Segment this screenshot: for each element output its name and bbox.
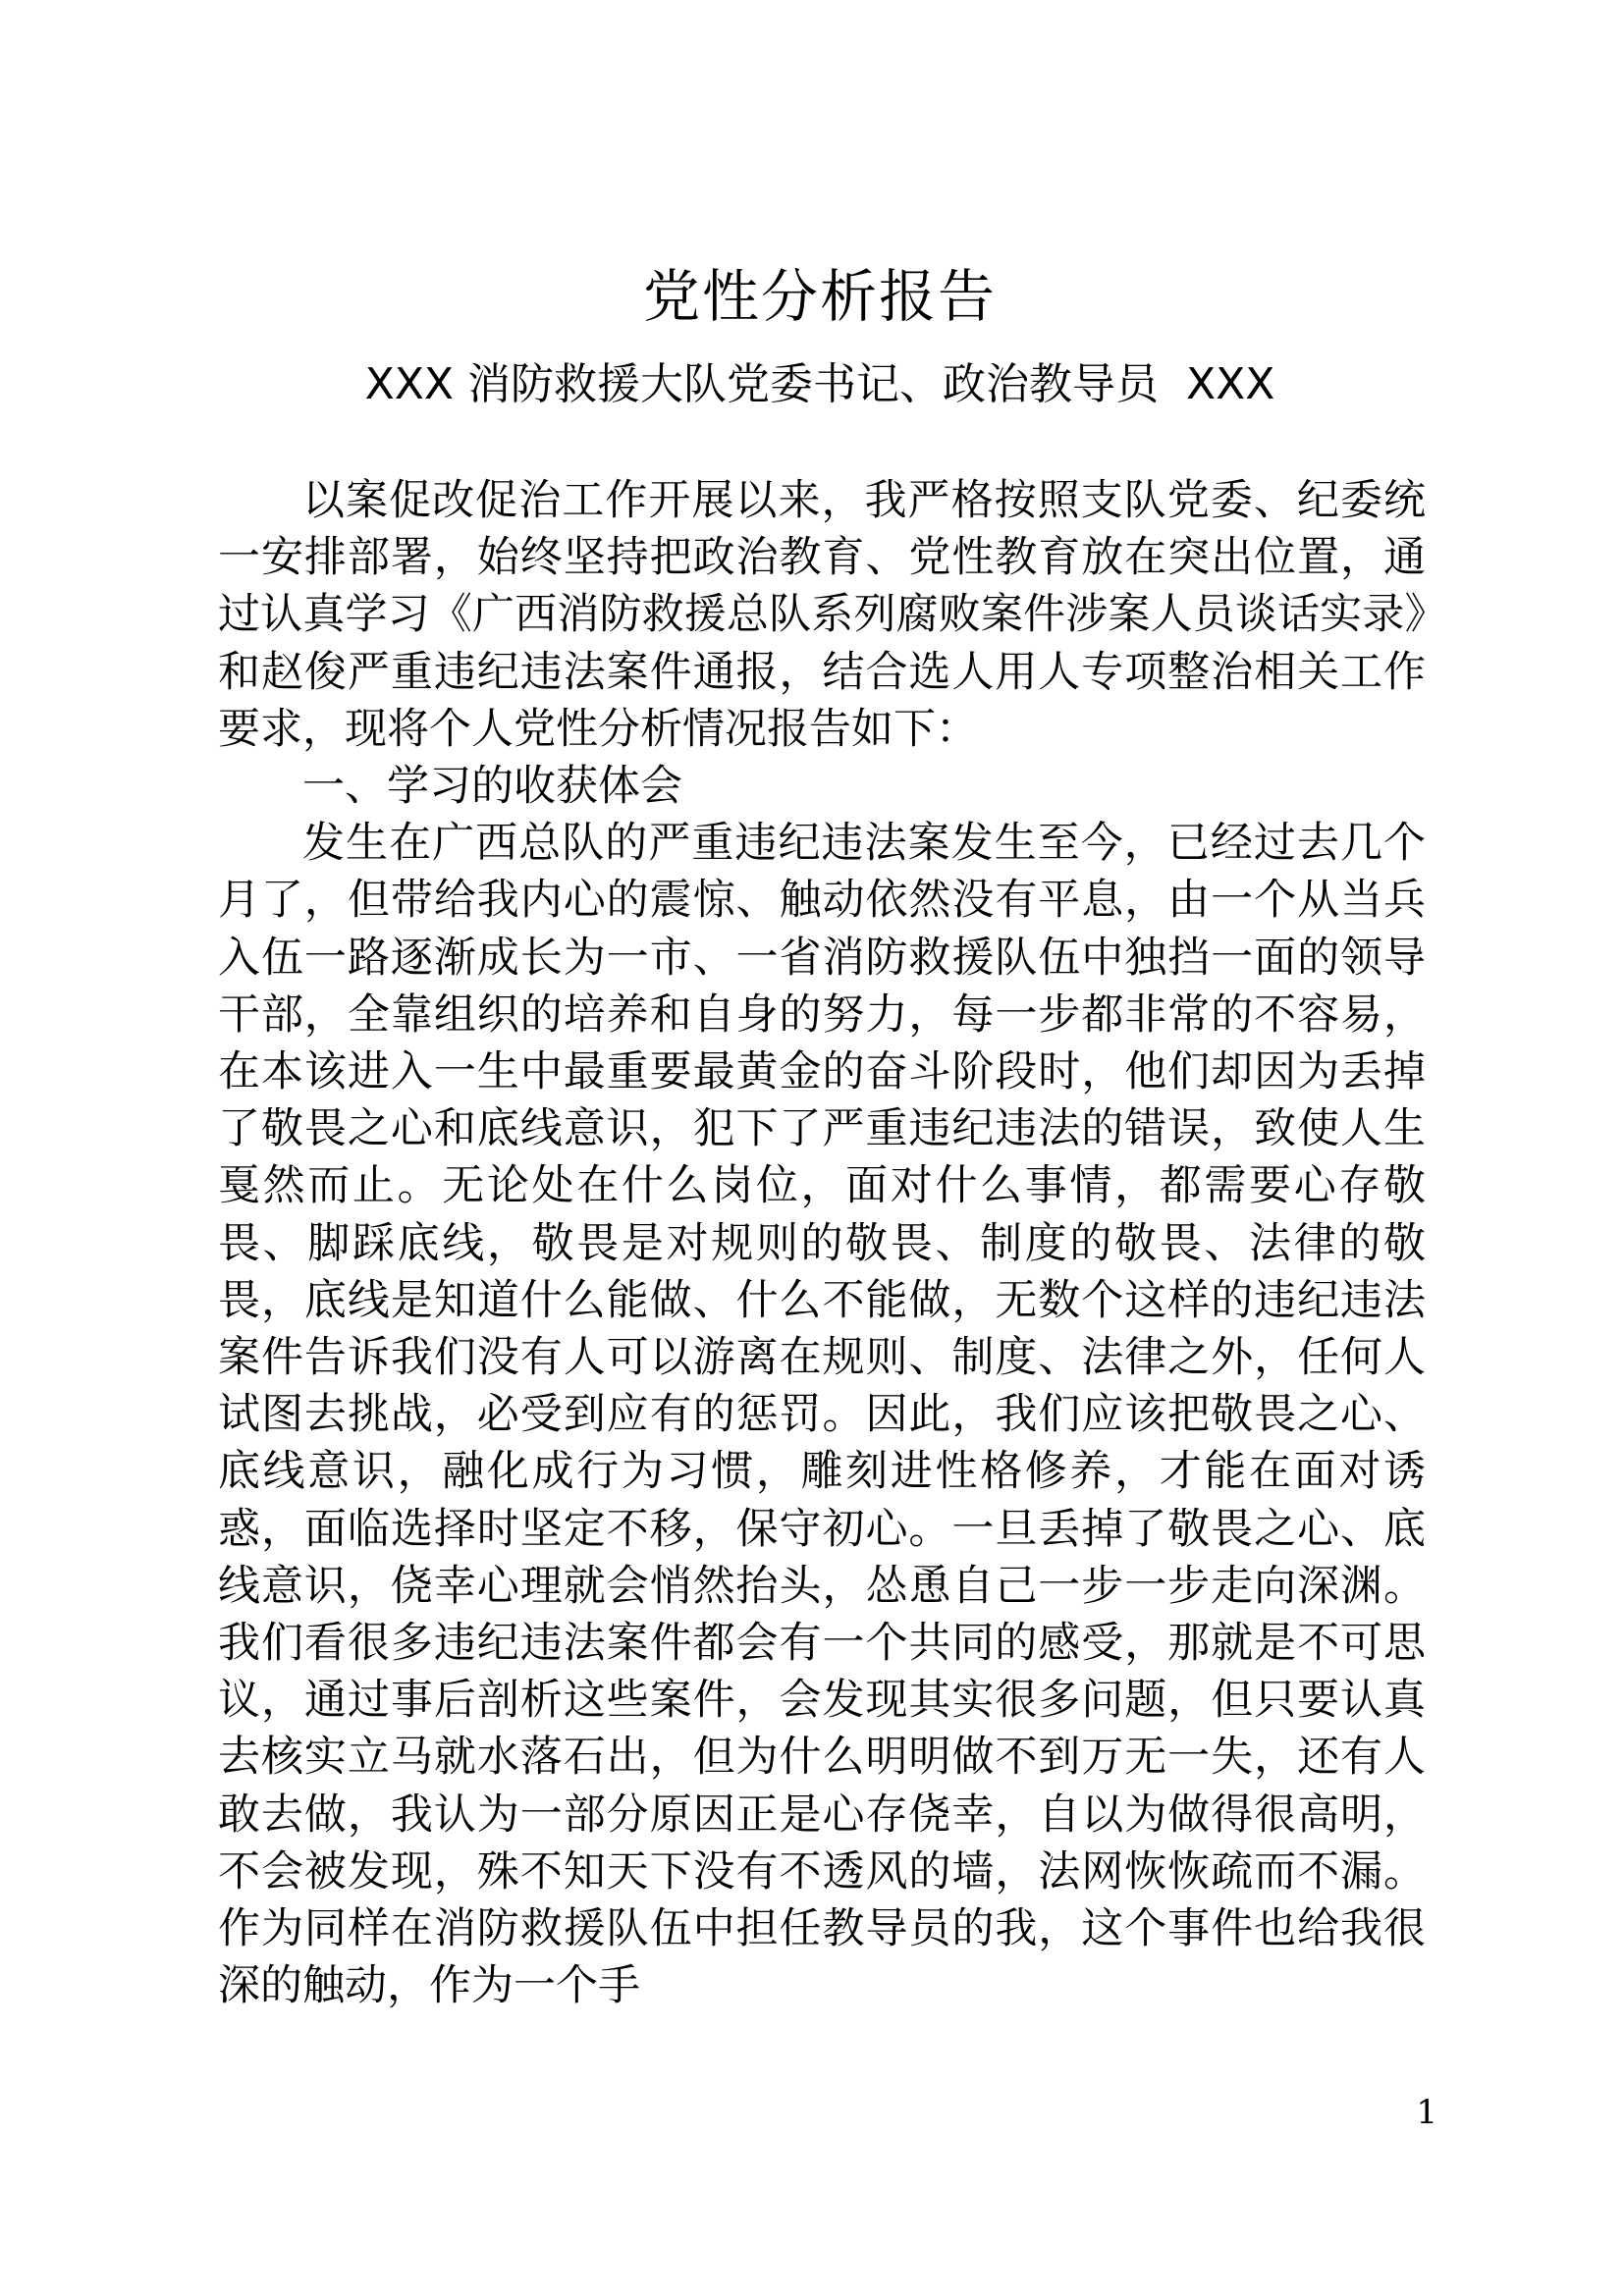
page-number: 1 bbox=[1416, 2093, 1437, 2132]
document-title: 党性分析报告 bbox=[642, 263, 997, 330]
document-subtitle: XXX 消防救援大队党委书记、政治教导员 XXX bbox=[364, 359, 1275, 409]
document-body bbox=[218, 472, 1426, 2014]
section-heading-learning: 一、学习的收获体会 bbox=[302, 762, 682, 812]
body-paragraph-reflection: 发生在广西总队的严重违纪违法案发生至今，已经过去几个月了，但带给我内心的震惊、触动依然没有平息，由一个从当兵入伍一路逐渐成长为一市、一省消防救援队伍中独挡一面的领导干部，全靠组织的培养和自身的努力，每一步都非常的不容易，在本该进入一生中最重要最黄金的奋斗阶段时，他们却因为丢掉了敬畏之心和底线意识，犯下了严重违纪违法的错误，致使人生戛然而止。无论处在什么岗位，面对什么事情，都需要心存敬畏、脚踩底线，敬畏是对规则的敬畏、制度的敬畏、法律的敬畏，底线是知道什么能做、什么不能做，无数个这样的违纪违法案件告诉我们没有人可以游离在规则、制度、法律之外，任何人试图去挑战，必受到应有的惩罚。因此，我们应该把敬畏之心、底线意识，融化成行为习惯，雕刻进性格修养，才能在面对诱惑，面临选择时坚定不移，保守初心。一旦丢掉了敬畏之心、底线意识，侥幸心理就会悄然抬头，怂恿自己一步一步走向深渊。我们看很多违纪违法案件都会有一个共同的感受，那就是不可思议，通过事后剖析这些案件，会发现其实很多问题，但只要认真去核实立马就水落石出，但为什么明明做不到万无一失，还有人敢去做，我认为一部分原因正是心存侥幸，自以为做得很高明，不会被发现，殊不知天下没有不透风的墙，法网恢恢疏而不漏。作为同样在消防救援队伍中担任教导员的我，这个事件也给我很深的触动，作为一个手 bbox=[218, 819, 1426, 2011]
body-paragraph-intro: 以案促改促治工作开展以来，我严格按照支队党委、纪委统一安排部署，始终坚持把政治教育、党性教育放在突出位置，通过认真学习《广西消防救援总队系列腐败案件涉案人员谈话实录》和赵俊严重违纪违法案件通报，结合选人用人专项整治相关工作要求，现将个人党性分析情况报告如下： bbox=[218, 476, 1426, 754]
